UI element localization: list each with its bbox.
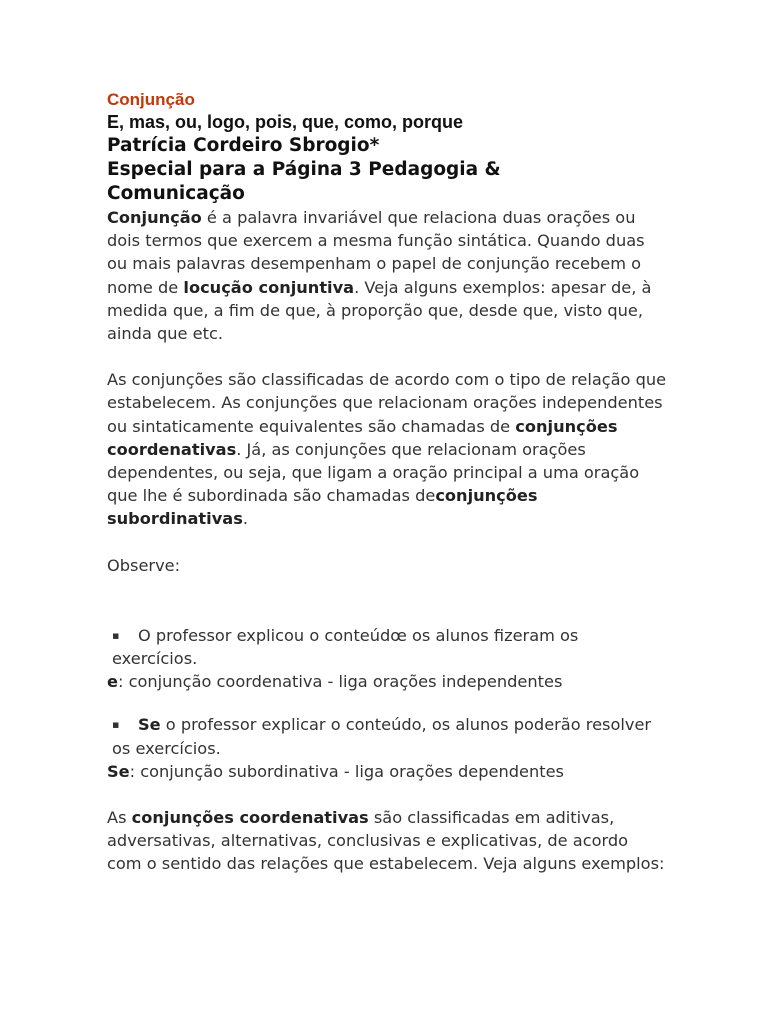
- author-name: Patrícia Cordeiro Sbrogio*: [107, 135, 380, 156]
- term-coordenativas: conjunções coordenativas: [107, 416, 618, 459]
- paragraph-classification: [107, 368, 667, 530]
- example-sentence: [107, 624, 667, 670]
- special-line-2: Comunicação: [107, 183, 245, 204]
- example-block: [107, 713, 667, 783]
- paragraph-text: As: [107, 808, 132, 828]
- example-note-text: : conjunção subordinativa - liga orações dependentes: [129, 761, 564, 781]
- paragraph-definition: [107, 206, 667, 345]
- term-subordinativas: conjunções subordinativas: [107, 486, 538, 529]
- example-sentence: [107, 713, 667, 759]
- term-locucao-conjuntiva: locução conjuntiva: [183, 277, 355, 297]
- paragraph-coordenativas: [107, 806, 667, 876]
- example-note: [107, 760, 667, 783]
- example-text: O professor explicou o conteúdœ os alunos fizeram os exercícios.: [112, 625, 579, 669]
- example-note: [107, 670, 667, 693]
- example-note-term: Se: [107, 761, 130, 781]
- bullet-square-icon: ▪: [112, 718, 120, 732]
- example-note-text: : conjunção coordenativa - liga orações independentes: [117, 672, 563, 692]
- term-conjuncao: Conjunção: [107, 208, 202, 227]
- paragraph-text: . Já, as conjunções que relacionam orações dependentes, ou seja, que ligam a oração principal a uma oração que lhe é subordinada são chamadas de: [107, 439, 640, 506]
- term-coordenativas: conjunções coordenativas: [131, 808, 369, 828]
- bullet-square-icon: ▪: [112, 628, 120, 642]
- special-line-1: Especial para a Página 3 Pedagogia &: [107, 159, 501, 180]
- document-page: [107, 88, 667, 876]
- paragraph-text: é a palavra invariável que relaciona duas orações ou dois termos que exercem a mesma função sintática. Quando duas ou mais palavras desempenham o papel de conjunção recebem o nome de: [107, 208, 645, 297]
- paragraph-text: . Veja alguns exemplos: apesar de, à medida que, a fim de que, à proporção que, desde que, visto que, ainda que etc.: [107, 277, 652, 344]
- paragraph-text: são classificadas em aditivas, adversativas, alternativas, conclusivas e explicativas, de acordo com o sentido das relações que estabelecem. Veja alguns exemplos:: [107, 808, 665, 874]
- observe-label: Observe:: [107, 555, 181, 575]
- example-note-term: e: [107, 672, 118, 692]
- example-text: o professor explicar o conteúdo, os alunos poderão resolver os exercícios.: [112, 715, 652, 758]
- article-subtitle: E, mas, ou, logo, pois, que, como, porque: [107, 112, 464, 132]
- paragraph-text: As conjunções são classificadas de acordo com o tipo de relação que estabelecem. As conjunções que relacionam orações independentes ou sintaticamente equivalentes são chamadas de: [107, 370, 667, 436]
- paragraph-text: .: [242, 509, 248, 529]
- example-lead: Se: [138, 715, 161, 735]
- example-block: [107, 624, 667, 694]
- section-kicker: Conjunção: [107, 90, 195, 109]
